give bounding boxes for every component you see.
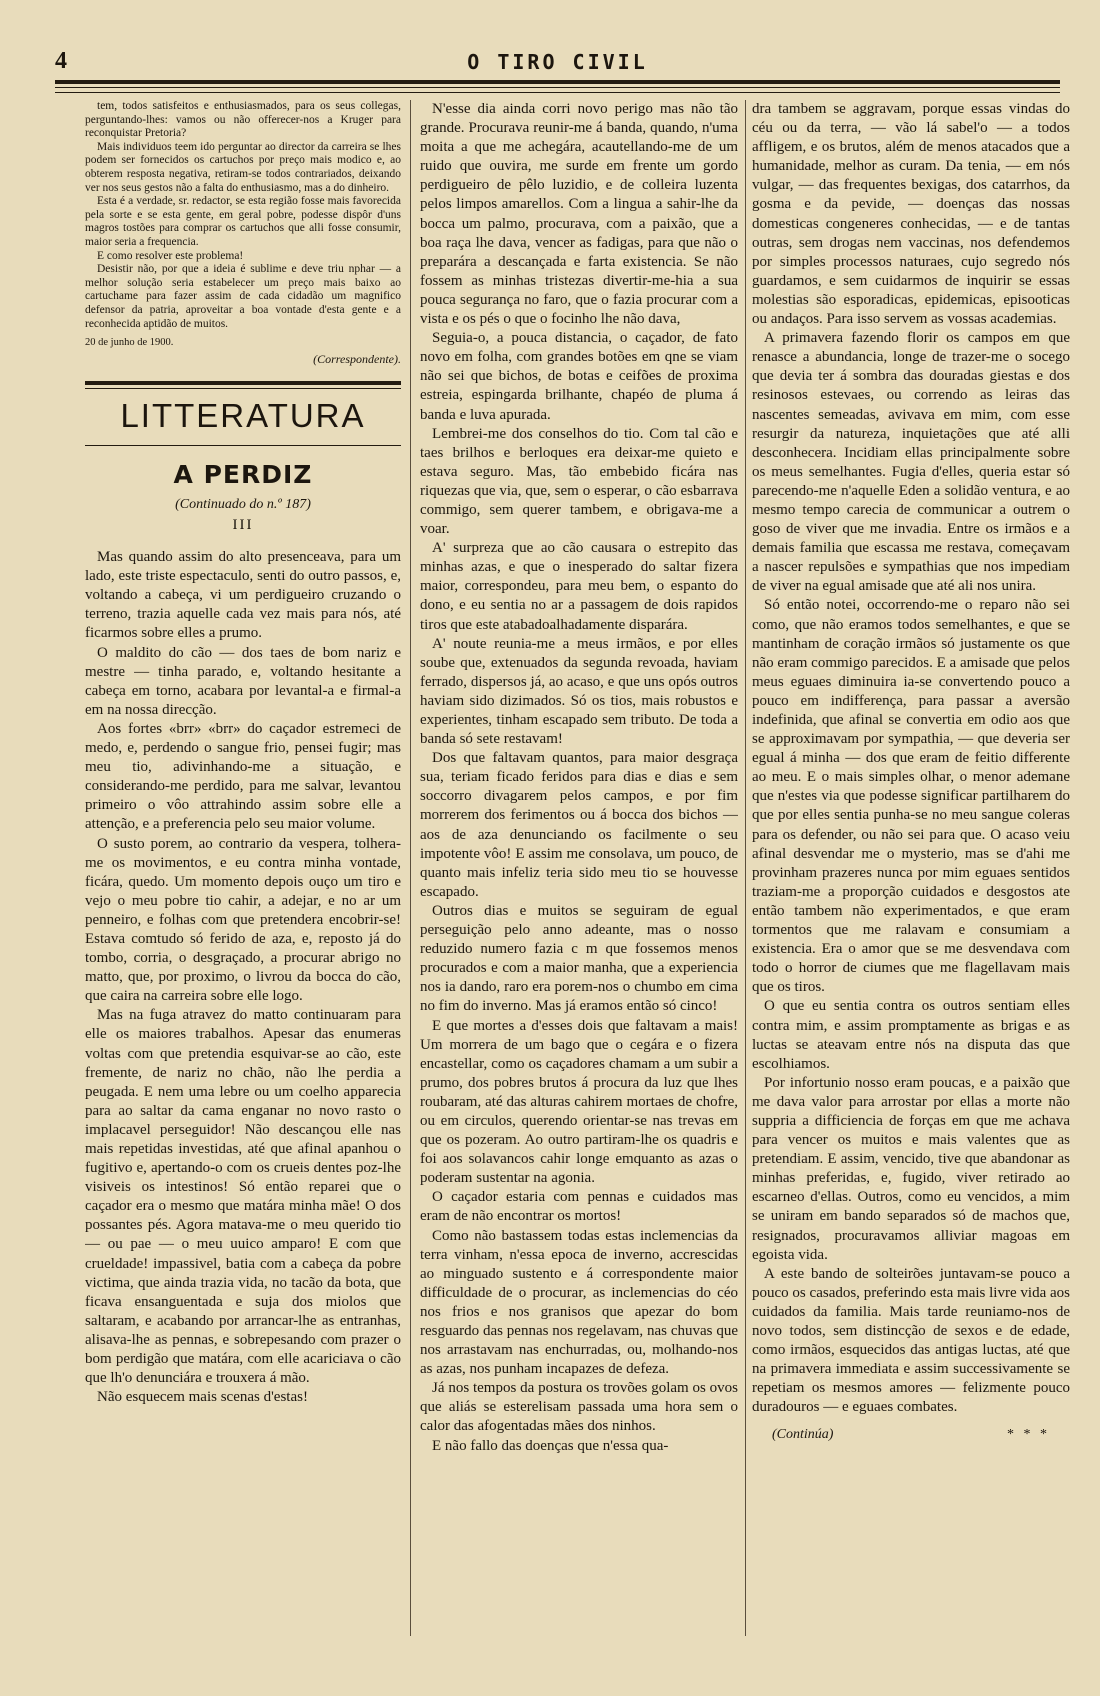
correspondence-letter — [85, 100, 401, 367]
story-paragraph: Mas quando assim do alto presenceava, para um lado, este triste espectaculo, senti do outro passos, e, voltando a cabeça, vi um perdigueiro cruzando o terreno, trazia aquelle cada vez mais para nós, até ficarmos sobre elles a prumo. — [85, 549, 401, 642]
letter-paragraph: Desistir não, por que a ideia é sublime e deve triu nphar — a melhor solução seria estabelecer um preço mais baixo ao cartuchame para fazer assim de cada cidadão um magnifico defensor da patria, aproveitar a boa vontade d'esta gente e a reconhecida aptidão de muitos. — [85, 263, 401, 330]
story-paragraph: Outros dias e muitos se seguiram de egual perseguição pelo anno adeante, mas o nosso reduzido numero fazia c m que fossemos menos procurados e com a maior manha, que a experiencia nos ia dando, raro era porem-nos o chumbo em cima no fim do inverno. Mas já eramos então só cinco! — [420, 902, 738, 1015]
story-paragraph: Já nos tempos da postura os trovões golam os ovos que aliás se esterelisam passada uma hora sem o calor das afogentadas mães dos ninhos. — [420, 1380, 738, 1435]
story-paragraph: E que mortes a d'esses dois que faltavam a mais! Um morrera de um bago que o cegára e o fizera encastellar, como os caçadores chamam a um subir a prumo, dos pobres brutos á procura da luz que lhes roubaram, até das alturas cahirem mortaes de chofre, ou em circulos, querendo orientar-se nas trevas em que os pozeram. Ao outro partiram-lhe os quadris e foi aos solavancos cahir longe emquanto as azas o poderam sustentar na agonia. — [420, 1017, 738, 1187]
continuation-note: (Continuado do n.º 187) — [175, 497, 311, 513]
story-paragraph: Mas na fuga atravez do matto continuaram para elle os maiores trabalhos. Apesar das enumeras voltas com que pretendia esquivar-se ao cão, este fremente, de nariz no chão, não lhe perdia a peugada. E nem uma lebre ou um coelho apparecia para ao saltar da cama enganar no novo rasto o implacavel perseguidor! Não descançou elle nas mais repetidas investidas, até que afinal apanhou o fugitivo e, apertando-o com os crueis dentes poz-lhe visiveis os intestinos! Só então reparei que o caçador era o mesmo que matára minha mãe! O dos possantes pés. Agora matava-me o meu querido tio — ou pae — o meu uuico amparo! E com que crueldade! impassivel, batia com a cabeça da pobre victima, que ainda trazia vida, no tacão da bota, que ficava ensanguentada e suja dos miolos que saltaram, e acabando por arrancar-lhe as entranhas, alisava-lhe as pennas, e sobrepesando com prazer o bom perdigão que matára, com elle acariciava o cão que lh'o denunciára e trouxera á mão. — [85, 1007, 401, 1387]
story-paragraph: O susto porem, ao contrario da vespera, tolhera-me os movimentos, e eu contra minha vontade, ficára, quedo. Um momento depois ouço um tiro e vejo o meu pobre tio cahir, a adejar, e no ar um penneiro, e folhas com que pretendera encobrir-se! Estava comtudo só ferido de aza, e, reposto já do tombo, corria, o desgraçado, a procurar abrigo no matto, que, por proximo, o livrou da bocca do cão, que caira na carreira sobre elle logo. — [85, 835, 401, 1005]
chapter-number: III — [232, 517, 254, 534]
story-paragraph: Não esquecem mais scenas d'estas! — [97, 1389, 308, 1406]
page-header — [55, 48, 1060, 78]
asterism: * * * — [1007, 1427, 1050, 1443]
story-text — [85, 548, 401, 1407]
story-paragraph: Como não bastassem todas estas inclemencias da terra vinham, n'essa epoca de inverno, accrescidas ao minguado sustento e á correspondente maior difficuldade de o procurar, as inclemencias do céo nos frios e nos granisos que apezar do bom resguardo das pennas nos regelavam, nas chuvas que nos arrastavam nas enchurradas, ou, molhando-nos as azas, nos punham incapazes de defeza. — [420, 1227, 738, 1378]
column-divider — [410, 100, 411, 1636]
section-title: LITTERATURA — [120, 397, 366, 435]
letter-date: 20 de junho de 1900. — [85, 337, 174, 349]
section-rule — [85, 381, 401, 385]
letter-paragraph: Esta é a verdade, sr. redactor, se esta região fosse mais favorecida pela sorte e se esta gente, em geral pobre, podesse dispôr d'uns magros tostões para comprar os cartuchos que alli fosse consumir, maior seria a frequencia. — [85, 195, 401, 248]
header-rule-thin — [55, 92, 1060, 93]
story-paragraph: A' noute reunia-me a meus irmãos, e por elles soube que, extenuados da segunda revoada, haviam ferrado, dispersos já, ao acaso, e que uns opós outros haviam sido dizimados. Só os tios, mais robustos e experientes, tinham escapado sem tributo. De toda a banda só sete restavam! — [420, 635, 738, 748]
column-divider — [745, 100, 746, 1636]
story-paragraph: A' surpreza que ao cão causara o estrepito das minhas azas, e que o inesperado do saltar fizera maior, correspondeu, para meu bem, o espanto do dono, e eu sentia no ar a passagem de dois rapidos tiros que este atabadoalhadamente disparára. — [420, 540, 738, 633]
letter-signature: (Correspondente). — [313, 352, 401, 367]
story-paragraph: Lembrei-me dos conselhos do tio. Com tal cão e taes brilhos e berloques era deixar-me quieto e estava seguro. Mas, tão embebido ficára nas riquezas que via, que, sem o esperar, o cão esbarrava commigo, sem querer tambem, e obrigava-me a voar. — [420, 425, 738, 538]
letter-paragraph: tem, todos satisfeitos e enthusiasmados, para os seus collegas, perguntando-lhes: vamos ou não offerecer-nos a Kruger para reconquistar Pretoria? — [85, 100, 401, 140]
page-number: 4 — [55, 48, 67, 74]
story-paragraph: O maldito do cão — dos taes de bom nariz e mestre — tinha parado, e, voltando hesitante a cabeça em torno, acabara por levantal-a e firmal-a em na nossa direcção. — [85, 644, 401, 718]
column-2 — [420, 100, 738, 1636]
story-paragraph: N'esse dia ainda corri novo perigo mas não tão grande. Procurava reunir-me á banda, quando, n'uma moita a que me achegára, acautellando-me de um ruido que ouvira, me surde em frente um gordo perdigueiro de pêlo luzidio, e de colleira luzenta pelos limpos amarellos. Com a lingua a sahir-lhe da bocca um palmo, procurava, com a paixão, que a boa raça lhe dava, vencer as fadigas, para que não o preparára a descançada e farta existencia. Se não fossem as minhas tristezas divertir-me-hia a sua pouca segurança no faro, que o fazia procurar com a vista e os pés o que o focinho lhe não dava, — [420, 101, 738, 328]
story-paragraph: A este bando de solteirões juntavam-se pouco a pouco os casados, preferindo esta mais livre vida aos cuidados da familia. Mais tarde reuniamo-nos de novo todos, sem distincção de sexos e de edade, como irmãos, esquecidos das antigas luctas, até que na primavera immediata e assim successivamente se repetiam os mesmos amores — felizmente pouco duradouros — e eguaes combates. — [752, 1265, 1070, 1416]
column-1 — [85, 100, 401, 1636]
header-rule — [55, 80, 1060, 84]
story-paragraph: Seguia-o, a pouca distancia, o caçador, de fato novo em folha, com grandes botões em qne se viam não sei que bichos, de botas e ceifões de proxima estreia, espingarda brilhante, chapéo de pluma á banda e luva apurada. — [420, 330, 738, 423]
story-title: A PERDIZ — [173, 460, 313, 490]
letter-paragraph: E como resolver este problema! — [97, 249, 244, 262]
story-paragraph: A primavera fazendo florir os campos em que renasce a abundancia, longe de trazer-me o socego que devia ter á sombra das douradas giestas e dos resinosos estevaes, ou correndo as leiras das nascentes semeadas, avivava em mim, com esse resurgir da natureza, inquietações que até alli desconhecera. Incidiam ellas principalmente sobre os meus semelhantes. Fugia d'elles, queria estar só parecendo-me n'aquelle Eden a solidão ventura, e ao mesmo tempo carecia de communicar a outrem o goso de viver que me invadia. Entre os irmãos e a demais familia que escassa me restava, começavam a nascer repulsões e sympathias que nos impediam de viver na egual amisade que até ali nos unira. — [752, 330, 1070, 595]
column-3 — [752, 100, 1070, 1636]
story-paragraph: Por infortunio nosso eram poucas, e a paixão que me dava valor para arrostar por ellas a morte não suppria a difficiencia de forças em que me achava para vencer os muitos e mais valentes que as pretendiam. E assim, vencido, tive que abandonar as minhas preferidas, e, fugido, viver retirado ao escarneo d'ellas. Outros, como eu vencidos, a mim se uniram em bando separados só de machos que, resignados, procuravamos alliviar magoas em egoista vida. — [752, 1074, 1070, 1263]
continuation-footer — [752, 1427, 1070, 1447]
story-paragraph: Só então notei, occorrendo-me o reparo não sei como, que não eramos todos semelhantes, e que se mantinham de coração irmãos só justamente os que não eram commigo parecidos. E a amisade que pelos meus eguaes diminuira ia-se convertendo pouco a pouco em indifferença, para passar a aversão indefinida, que afinal se convertia em odio aos que se approximavam por sympathia, — que deveria ser egual á minha — dos que eram de feitio differente ao meu. E o mais simples olhar, o menor ademane que n'estes via que podesse significar partilharem do que por elles sentia punha-se no meu sangue coleras para os defender, ou não sei para que. O acaso veiu afinal desvendar me o mysterio, mas se d'ahi me provinham prazeres nunca por mim eguaes sentidos traziam-me a proporção cuidados e desgostos ate então tambem não experimentados, e que eram tormentos que me ralavam e consumiam a existencia. Era o amor que se me desvendava com todo o horror de ciumes que me flagellavam mais que os tiros. — [752, 597, 1070, 996]
story-paragraph: dra tambem se aggravam, porque essas vindas do céu ou da terra, — vão lá sabel'o — a todos affligem, e os brutos, além de menos atacados que a humanidade, melhor as curam. Da tenia, — em nós vulgar, — das frequentes bexigas, dos catarrhos, da gosma e da pevide, — doenças das nossas domesticas congeneres conhecidas, — e de tantas outras, sem drogas nem vaccinas, nos defendemos por simples processos naturaes, cujo segredo nós guardamos, e sem cuidarmos de inquirir se essas molestias são esporadicas, epidemicas, episooticas ou andaços. Para isso servem as vossas academias. — [752, 101, 1070, 328]
masthead-title: O TIRO CIVIL — [467, 50, 648, 74]
story-paragraph: O que eu sentia contra os outros sentiam elles contra mim, e assim promptamente as brigas e as luctas se ateavam entre nós na disputa das que escolhiamos. — [752, 998, 1070, 1072]
story-paragraph: Aos fortes «brr» «brr» do caçador estremeci de medo, e, perdendo o sangue frio, pensei fugir; mas meu tio, adivinhando-me a situação, e considerando-me perdido, para me salvar, levantou primeiro o vôo attrahindo assim sobre elle a attenção, e a preferencia pelo seu maior volume. — [85, 720, 401, 833]
letter-paragraph: Mais individuos teem ido perguntar ao director da carreira se lhes podem ser fornecidos os cartuchos por preço mais modico e, ao obterem resposta negativa, retiram-se todos contrariados, deixando ver nos seus gestos não a falta do enthusiasmo, mas a do dinheiro. — [85, 140, 401, 194]
story-paragraph: O caçador estaria com pennas e cuidados mas eram de não encontrar os mortos! — [420, 1189, 738, 1225]
story-paragraph: E não fallo das doenças que n'essa qua- — [432, 1437, 669, 1454]
section-rule-thin — [85, 388, 401, 389]
header-rule-thin — [55, 87, 1060, 88]
story-paragraph: Dos que faltavam quantos, para maior desgraça sua, teriam ficado feridos para dias e dias e sem soccorro divagarem pelos campos, e por fim morrerem dos ferimentos ou á bocca dos bichos — aos de aza denunciando os facilmente o seu impotente vôo! E assim me consolava, um pouco, de quanto mais infeliz teria sido meu tio se houvesse escapado. — [420, 750, 738, 900]
continua-note: (Continúa) — [772, 1427, 834, 1443]
section-rule-bottom — [85, 445, 401, 446]
